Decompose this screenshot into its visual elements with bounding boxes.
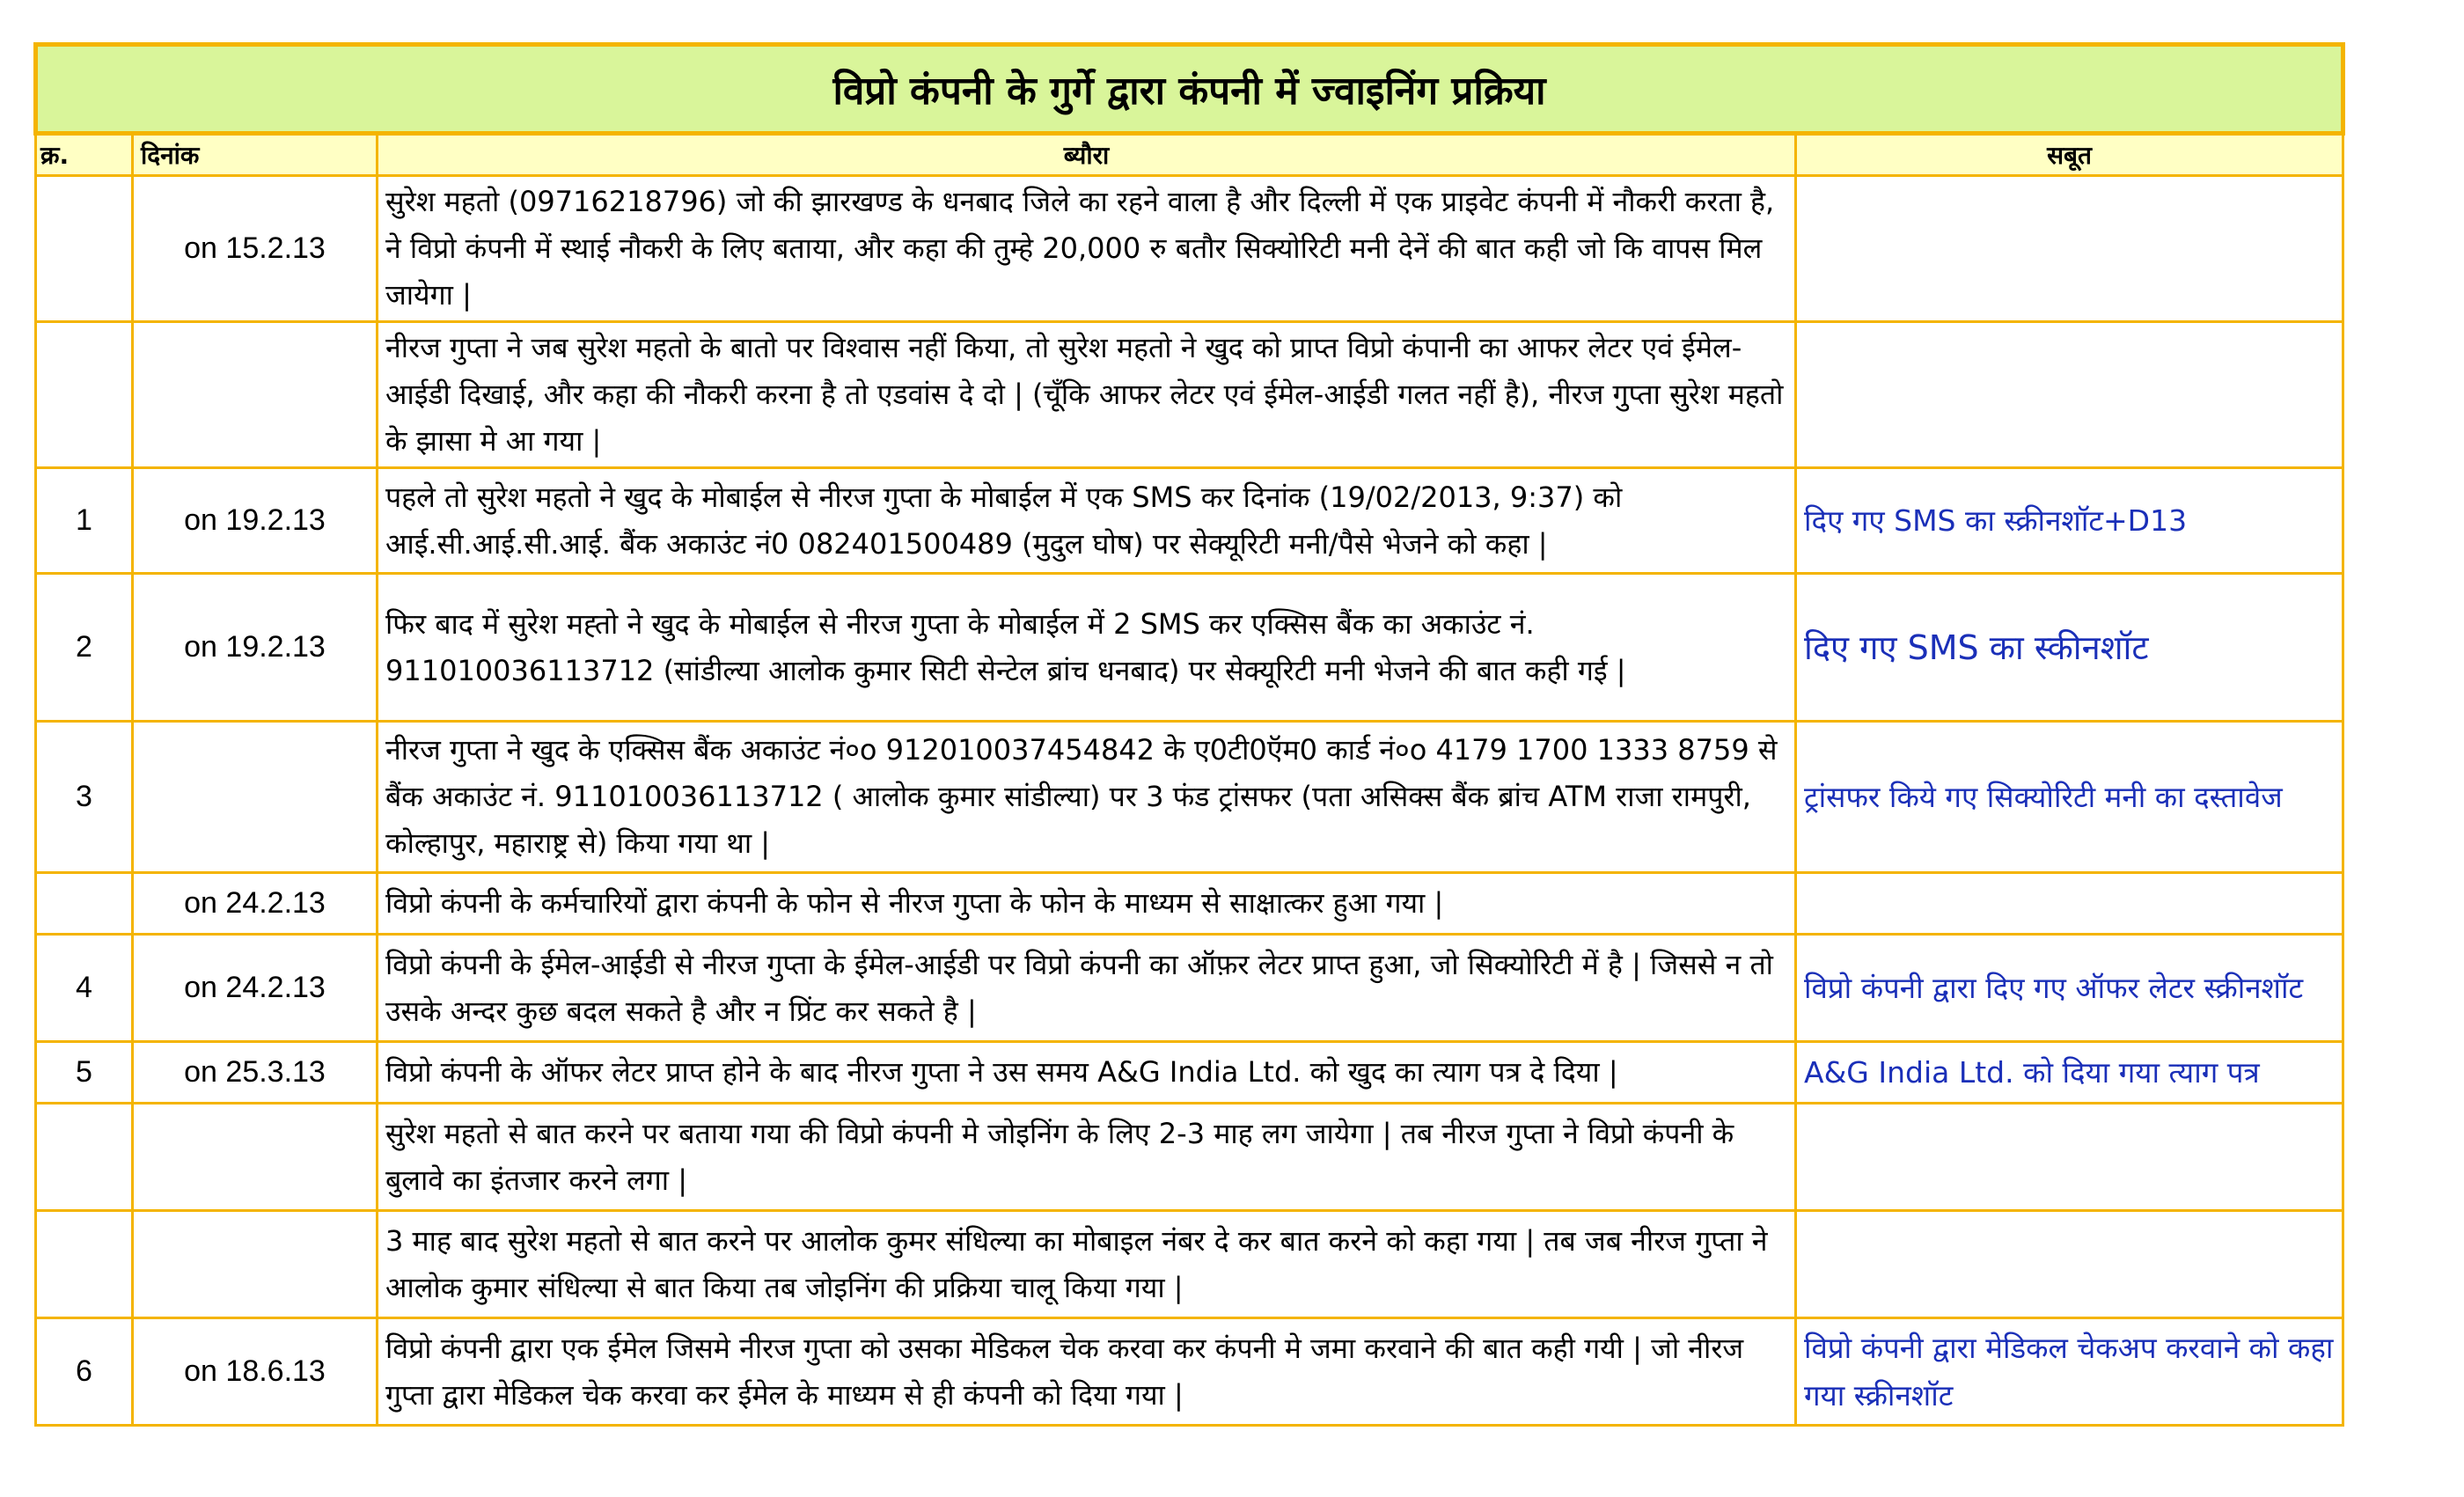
row-date: on 19.2.13 bbox=[133, 574, 378, 722]
row-proof bbox=[1796, 873, 2343, 935]
row-serial: 4 bbox=[36, 935, 133, 1042]
row-proof: विप्रो कंपनी द्वारा दिए गए ऑफर लेटर स्क्रीनशॉट bbox=[1796, 935, 2343, 1042]
row-details: नीरज गुप्ता ने खुद के एक्सिस बैंक अकाउंट नं०o 912010037454842 के ए0टी0ऍम0 कार्ड नं०o 4179 1700 1333 8759 से बैंक अकाउंट नं. 911010036113712 ( आलोक कुमार सांडील्या) पर 3 फंड ट्रांसफर (पता असिक्स बैंक ब्रांच ATM राजा रामपुरी, कोल्हापुर, महाराष्ट्र से) किया गया था | bbox=[378, 722, 1796, 873]
row-proof bbox=[1796, 1211, 2343, 1318]
row-details: 3 माह बाद सुरेश महतो से बात करने पर आलोक कुमर संधिल्या का मोबाइल नंबर दे कर बात करने को कहा गया | तब जब नीरज गुप्ता ने आलोक कुमार संधिल्या से बात किया तब जोइनिंग की प्रक्रिया चालू किया गया | bbox=[378, 1211, 1796, 1318]
row-proof bbox=[1796, 176, 2343, 322]
table-row bbox=[36, 1042, 2343, 1104]
row-date bbox=[133, 1104, 378, 1211]
row-serial: 2 bbox=[36, 574, 133, 722]
row-details: सुरेश महतो से बात करने पर बताया गया की विप्रो कंपनी मे जोइनिंग के लिए 2-3 माह लग जायेगा | तब नीरज गुप्ता ने विप्रो कंपनी के बुलावे का इंतजार करने लगा | bbox=[378, 1104, 1796, 1211]
row-date: on 24.2.13 bbox=[133, 873, 378, 935]
joining-process-sheet bbox=[33, 42, 2341, 1427]
table-row bbox=[36, 1104, 2343, 1211]
row-date: on 25.3.13 bbox=[133, 1042, 378, 1104]
row-details: पहले तो सुरेश महतो ने खुद के मोबाईल से नीरज गुप्ता के मोबाईल में एक SMS कर दिनांक (19/02/2013, 9:37) को आई.सी.आई.सी.आई. बैंक अकाउंट नं0 082401500489 (मुदुल घोष) पर सेक्यूरिटी मनी/पैसे भेजने को कहा | bbox=[378, 468, 1796, 574]
row-proof bbox=[1796, 322, 2343, 468]
row-proof bbox=[1796, 1104, 2343, 1211]
row-proof: विप्रो कंपनी द्वारा मेडिकल चेकअप करवाने को कहा गया स्क्रीनशॉट bbox=[1796, 1318, 2343, 1426]
row-proof: दिए गए SMS का स्क्रीनशॉट+D13 bbox=[1796, 468, 2343, 574]
table-row bbox=[36, 468, 2343, 574]
row-date: on 15.2.13 bbox=[133, 176, 378, 322]
row-details: विप्रो कंपनी के कर्मचारियों द्वारा कंपनी के फोन से नीरज गुप्ता के फोन के माध्यम से साक्षात्कर हुआ गया | bbox=[378, 873, 1796, 935]
table-row bbox=[36, 1318, 2343, 1426]
row-details: फिर बाद में सुरेश मह्तो ने खुद के मोबाईल से नीरज गुप्ता के मोबाईल में 2 SMS कर एक्सिस बैंक का अकाउंट नं. 911010036113712 (सांडील्या आलोक कुमार सिटी सेन्टेल ब्रांच धनबाद) पर सेक्यूरिटी मनी भेजने की बात कही गई | bbox=[378, 574, 1796, 722]
row-serial bbox=[36, 1211, 133, 1318]
table-title: विप्रो कंपनी के गुर्गे द्वारा कंपनी में ज्वाइनिंग प्रक्रिया bbox=[36, 45, 2343, 134]
table-row bbox=[36, 873, 2343, 935]
row-details: विप्रो कंपनी के ऑफर लेटर प्राप्त होने के बाद नीरज गुप्ता ने उस समय A&G India Ltd. को खुद का त्याग पत्र दे दिया | bbox=[378, 1042, 1796, 1104]
row-serial bbox=[36, 1104, 133, 1211]
row-serial bbox=[36, 176, 133, 322]
row-details: सुरेश महतो (09716218796) जो की झारखण्ड के धनबाद जिले का रहने वाला है और दिल्ली में एक प्राइवेट कंपनी में नौकरी करता है, ने विप्रो कंपनी में स्थाई नौकरी के लिए बताया, और कहा की तुम्हे 20,000 रु बतौर सिक्योरिटी मनी देनें की बात कही जो कि वापस मिल जायेगा | bbox=[378, 176, 1796, 322]
joining-process-table bbox=[33, 42, 2345, 1427]
header-date: दिनांक bbox=[133, 134, 378, 176]
row-serial: 1 bbox=[36, 468, 133, 574]
table-row bbox=[36, 322, 2343, 468]
table-row bbox=[36, 176, 2343, 322]
header-proof: सबूत bbox=[1796, 134, 2343, 176]
table-row bbox=[36, 722, 2343, 873]
row-details: नीरज गुप्ता ने जब सुरेश महतो के बातो पर विश्वास नहीं किया, तो सुरेश महतो ने खुद को प्राप्त विप्रो कंपानी का आफर लेटर एवं ईमेल-आईडी दिखाई, और कहा की नौकरी करना है तो एडवांस दे दो | (चूँकि आफर लेटर एवं ईमेल-आईडी गलत नहीं है), नीरज गुप्ता सुरेश महतो के झासा मे आ गया | bbox=[378, 322, 1796, 468]
row-details: विप्रो कंपनी द्वारा एक ईमेल जिसमे नीरज गुप्ता को उसका मेडिकल चेक करवा कर कंपनी मे जमा करवाने की बात कही गयी | जो नीरज गुप्ता द्वारा मेडिकल चेक करवा कर ईमेल के माध्यम से ही कंपनी को दिया गया | bbox=[378, 1318, 1796, 1426]
row-proof: दिए गए SMS का स्कीनशॉट bbox=[1796, 574, 2343, 722]
row-serial bbox=[36, 322, 133, 468]
table-row bbox=[36, 574, 2343, 722]
row-date bbox=[133, 322, 378, 468]
row-date: on 24.2.13 bbox=[133, 935, 378, 1042]
header-details: ब्यौरा bbox=[378, 134, 1796, 176]
header-row bbox=[36, 134, 2343, 176]
row-serial bbox=[36, 873, 133, 935]
row-proof: A&G India Ltd. को दिया गया त्याग पत्र bbox=[1796, 1042, 2343, 1104]
table-row bbox=[36, 1211, 2343, 1318]
row-date: on 18.6.13 bbox=[133, 1318, 378, 1426]
row-serial: 3 bbox=[36, 722, 133, 873]
row-details: विप्रो कंपनी के ईमेल-आईडी से नीरज गुप्ता के ईमेल-आईडी पर विप्रो कंपनी का ऑफ़र लेटर प्राप्त हुआ, जो सिक्योरिटी में है | जिससे न तो उसके अन्दर कुछ बदल सकते है और न प्रिंट कर सकते है | bbox=[378, 935, 1796, 1042]
row-proof: ट्रांसफर किये गए सिक्योरिटी मनी का दस्तावेज bbox=[1796, 722, 2343, 873]
title-row bbox=[36, 45, 2343, 134]
table-row bbox=[36, 935, 2343, 1042]
header-serial: क्र. bbox=[36, 134, 133, 176]
row-serial: 5 bbox=[36, 1042, 133, 1104]
row-date bbox=[133, 722, 378, 873]
row-serial: 6 bbox=[36, 1318, 133, 1426]
row-date bbox=[133, 1211, 378, 1318]
row-date: on 19.2.13 bbox=[133, 468, 378, 574]
